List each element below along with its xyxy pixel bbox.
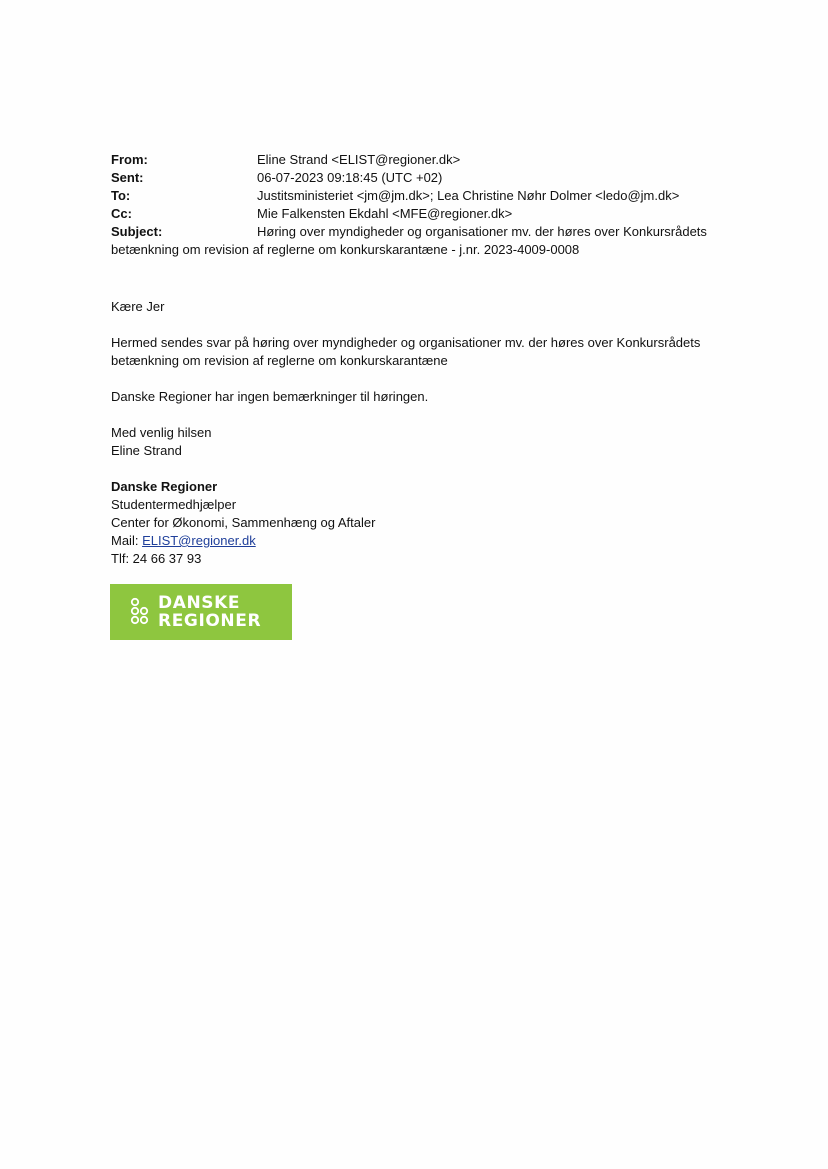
closing: Med venlig hilsen	[111, 425, 212, 440]
header-label: From:	[111, 152, 148, 167]
subject-continuation: betænkning om revision af reglerne om konkurskarantæne - j.nr. 2023-4009-0008	[111, 242, 580, 257]
greeting: Kære Jer	[111, 299, 165, 314]
signature-department: Center for Økonomi, Sammenhæng og Aftaler	[111, 515, 376, 530]
header-value: Justitsministeriet <jm@jm.dk>; Lea Christine Nøhr Dolmer <ledo@jm.dk>	[257, 188, 680, 203]
sender-name: Eline Strand	[111, 443, 182, 458]
header-value: 06-07-2023 09:18:45 (UTC +02)	[257, 170, 443, 185]
body-paragraph-line: betænkning om revision af reglerne om konkurskarantæne	[111, 353, 448, 368]
signature-block	[111, 478, 751, 568]
danske-regioner-logo	[110, 584, 292, 640]
signature-title: Studentermedhjælper	[111, 497, 237, 512]
logo-wordmark	[158, 594, 261, 630]
signature-phone: Tlf: 24 66 37 93	[111, 551, 202, 566]
body-paragraph-line: Hermed sendes svar på høring over myndigheder og organisationer mv. der høres over Konkursrådets	[111, 335, 701, 350]
header-value: Eline Strand <ELIST@regioner.dk>	[257, 152, 461, 167]
email-header-block	[111, 151, 751, 259]
body-paragraph	[111, 334, 751, 370]
logo-circles-icon	[129, 597, 151, 627]
email-body	[111, 298, 751, 568]
mail-link[interactable]: ELIST@regioner.dk	[142, 533, 256, 548]
logo-line: REGIONER	[158, 611, 262, 631]
header-to	[111, 187, 751, 205]
header-label: Subject:	[111, 224, 163, 239]
signature-organization: Danske Regioner	[111, 479, 218, 494]
body-paragraph: Danske Regioner har ingen bemærkninger til høringen.	[111, 389, 429, 404]
header-from	[111, 151, 751, 169]
header-value: Høring over myndigheder og organisationer mv. der høres over Konkursrådets	[257, 224, 707, 239]
logo-line: DANSKE	[158, 593, 241, 613]
header-sent	[111, 169, 751, 187]
header-label: Cc:	[111, 206, 132, 221]
header-label: Sent:	[111, 170, 144, 185]
header-value: Mie Falkensten Ekdahl <MFE@regioner.dk>	[257, 206, 513, 221]
header-label: To:	[111, 188, 131, 203]
closing-block	[111, 424, 751, 460]
header-subject	[111, 223, 751, 241]
header-cc	[111, 205, 751, 223]
mail-label: Mail:	[111, 533, 143, 548]
signature-mail	[111, 532, 751, 550]
